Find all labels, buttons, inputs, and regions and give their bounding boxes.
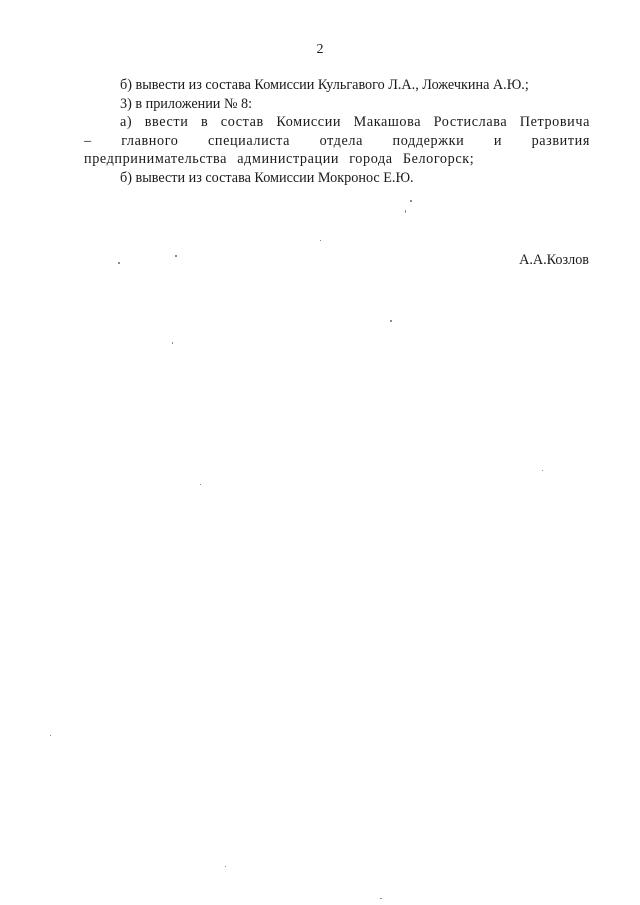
paragraph-appendix-8: 3) в приложении № 8: [120, 95, 253, 112]
paragraph-remove-mokronos: б) вывести из состава Комиссии Мокронос Е.Ю. [120, 169, 414, 186]
document-body [84, 76, 590, 188]
signature-name: А.А.Козлов [519, 252, 589, 268]
page-number: 2 [316, 42, 324, 57]
paragraph-add-makashov: а) ввести в состав Комиссии Макашова Ростислава Петровича – главного специалиста отдела поддержки и развития предпринимательства администрации города Белогорск; [84, 114, 590, 168]
paragraph-remove-kulgavy: б) вывести из состава Комиссии Кульгавого Л.А., Ложечкина А.Ю.; [120, 77, 529, 93]
